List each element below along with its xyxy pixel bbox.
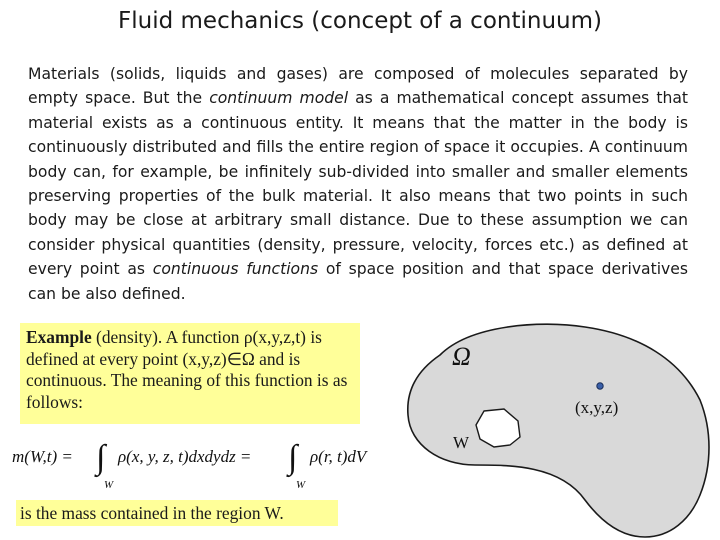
intro-text-1: Materials (solids, liquids and gases) are composed of molecules separated by empty space. But the	[28, 65, 688, 108]
integral-sign-2: ∫	[288, 439, 298, 476]
example-box	[20, 323, 360, 424]
formula-integrand-1: ρ(x, y, z, t)dxdydz =	[118, 447, 252, 466]
example-text: (density). A function ρ(x,y,z,t) is defined at every point (x,y,z)∈Ω and is continuous. The meaning of this function is as follows:	[26, 327, 348, 412]
point-marker	[597, 383, 603, 389]
formula-integrand-2: ρ(r, t)dV	[310, 447, 367, 466]
integral-sign-1: ∫	[96, 439, 106, 476]
intro-paragraph	[28, 62, 688, 306]
intro-emphasis-continuous-functions: continuous functions	[152, 260, 319, 279]
subregion-w-label: W	[453, 433, 470, 452]
mass-integral-formula	[8, 428, 388, 494]
intro-text-2: as a mathematical concept assumes that material exists as a continuous entity. It means that the matter in the body is continuously distributed and fills the entire region of space it occupies. A continuum body can, for example, be infinitely sub-divided into smaller and smaller elements preserving properties of the bulk material. It also means that two points in such body may be close at arbitrary small distance. Due to these assumption we can consider physical quantities (density, pressure, velocity, forces etc.) as defined at every point as	[28, 89, 688, 279]
integral-1-subscript: W	[104, 479, 114, 491]
omega-label: Ω	[452, 342, 471, 371]
intro-emphasis-continuum-model: continuum model	[209, 89, 349, 108]
formula-lhs: m(W,t) =	[12, 447, 73, 466]
integral-2-subscript: W	[296, 479, 306, 491]
mass-note-box: is the mass contained in the region W.	[16, 500, 338, 526]
intro-text-3: of space position and that space derivatives can be also defined.	[28, 260, 688, 303]
point-label: (x,y,z)	[575, 398, 619, 417]
region-omega-diagram	[400, 315, 720, 540]
page-title: Fluid mechanics (concept of a continuum)	[118, 8, 602, 34]
example-heading: Example	[26, 327, 92, 347]
